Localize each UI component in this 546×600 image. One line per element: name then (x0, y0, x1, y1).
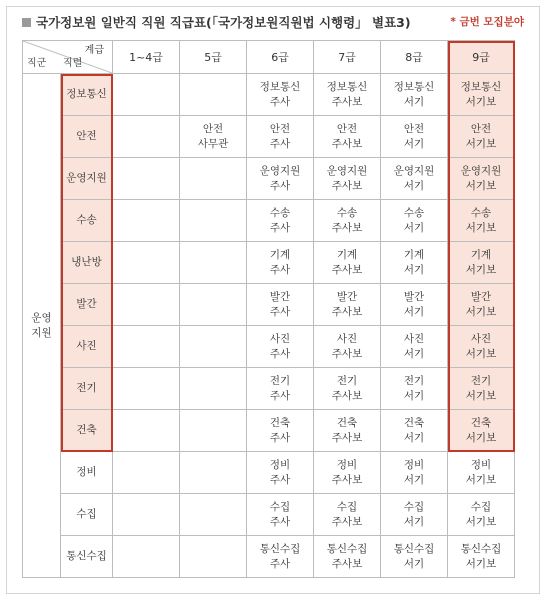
rank-cell (113, 242, 180, 284)
cell-field-text: 건축 (336, 416, 358, 429)
rank-cell (180, 200, 247, 242)
rank-cell (247, 242, 314, 284)
cell-field-text: 수집 (403, 500, 425, 513)
rank-cell (448, 200, 515, 242)
rank-cell (113, 200, 180, 242)
rank-cell (180, 410, 247, 452)
rank-cell (113, 410, 180, 452)
rank-cell (180, 452, 247, 494)
rank-cell (180, 242, 247, 284)
rank-cell (247, 74, 314, 116)
cell-field-text: 안전 (269, 122, 291, 135)
rank-cell (314, 410, 381, 452)
cell-title-text: 서기보 (465, 263, 497, 276)
series-group-text: 지원 (31, 326, 52, 339)
grade-header-3: 6급 (247, 41, 314, 74)
cell-title-text: 주사보 (331, 515, 363, 528)
cell-title-text: 주사 (269, 515, 291, 528)
cell-field-text: 정보통신 (259, 80, 301, 93)
cell-title-text: 서기보 (465, 95, 497, 108)
rank-cell (247, 116, 314, 158)
grade-header-5: 8급 (381, 41, 448, 74)
cell-field-text: 발간 (403, 290, 425, 303)
rank-cell (314, 284, 381, 326)
table-row (23, 452, 515, 494)
rank-cell (113, 74, 180, 116)
grade-header-label: 계급 (84, 45, 104, 56)
rank-cell (180, 368, 247, 410)
cell-field-text: 운영지원 (259, 164, 301, 177)
cell-title-text: 주사보 (331, 305, 363, 318)
cell-title-text: 서기 (403, 557, 425, 570)
rank-cell (381, 368, 448, 410)
cell-field-text: 기계 (269, 248, 291, 261)
cell-title-text: 주사보 (331, 557, 363, 570)
rank-cell (314, 158, 381, 200)
cell-title-text: 서기 (403, 179, 425, 192)
cell-field-text: 정비 (269, 458, 291, 471)
cell-field-text: 건축 (269, 416, 291, 429)
cell-title-text: 서기 (403, 263, 425, 276)
cell-title-text: 서기 (403, 221, 425, 234)
rank-cell (448, 116, 515, 158)
rank-table (22, 40, 515, 578)
cell-field-text: 건축 (403, 416, 425, 429)
cell-title-text: 주사 (269, 389, 291, 402)
rank-cell (448, 452, 515, 494)
cell-field-text: 수송 (336, 206, 358, 219)
rank-cell (113, 116, 180, 158)
rank-cell (113, 158, 180, 200)
rank-label: 안전 (61, 116, 113, 158)
cell-field-text: 발간 (336, 290, 358, 303)
rank-cell (448, 242, 515, 284)
rank-cell (448, 536, 515, 578)
cell-title-text: 주사 (269, 473, 291, 486)
cell-field-text: 건축 (470, 416, 492, 429)
cell-title-text: 서기 (403, 95, 425, 108)
rank-cell (381, 116, 448, 158)
cell-field-text: 수집 (269, 500, 291, 513)
rank-cell (381, 536, 448, 578)
rank-cell (113, 284, 180, 326)
cell-field-text: 전기 (336, 374, 358, 387)
rank-cell (314, 494, 381, 536)
rank-cell (247, 368, 314, 410)
cell-title-text: 서기보 (465, 179, 497, 192)
rank-cell (381, 74, 448, 116)
rank-cell (314, 242, 381, 284)
rank-cell (247, 494, 314, 536)
rank-cell (180, 116, 247, 158)
cell-field-text: 수송 (403, 206, 425, 219)
rank-cell (180, 74, 247, 116)
rank-label: 전기 (61, 368, 113, 410)
page-title: 국가정보원 일반직 직원 직급표(「국가정보원직원법 시행령」 별표3) (36, 15, 411, 30)
cell-title-text: 서기보 (465, 431, 497, 444)
cell-title-text: 서기 (403, 347, 425, 360)
cell-field-text: 정비 (403, 458, 425, 471)
rank-cell (247, 200, 314, 242)
rank-cell (113, 536, 180, 578)
rank-label: 수집 (61, 494, 113, 536)
cell-title-text: 주사 (269, 347, 291, 360)
cell-title-text: 주사 (269, 221, 291, 234)
cell-field-text: 안전 (202, 122, 224, 135)
cell-field-text: 통신수집 (259, 542, 301, 555)
cell-title-text: 서기보 (465, 305, 497, 318)
cell-title-text: 서기 (403, 431, 425, 444)
rank-cell (448, 494, 515, 536)
rank-cell (314, 74, 381, 116)
cell-title-text: 서기 (403, 515, 425, 528)
cell-field-text: 사진 (269, 332, 291, 345)
rank-cell (113, 452, 180, 494)
rank-cell (448, 74, 515, 116)
grade-header-2: 5급 (180, 41, 247, 74)
cell-title-text: 주사보 (331, 95, 363, 108)
cell-title-text: 서기 (403, 389, 425, 402)
header-row (23, 41, 515, 74)
cell-field-text: 기계 (470, 248, 492, 261)
rank-cell (448, 410, 515, 452)
rank-cell (113, 368, 180, 410)
rank-cell (314, 116, 381, 158)
rank-cell (180, 158, 247, 200)
rank-cell (314, 200, 381, 242)
cell-field-text: 통신수집 (460, 542, 502, 555)
rank-label: 운영지원 (61, 158, 113, 200)
cell-title-text: 주사 (269, 557, 291, 570)
table-row (23, 368, 515, 410)
recruitment-note: * 금번 모집분야 (450, 16, 524, 28)
rank-cell (381, 284, 448, 326)
cell-field-text: 안전 (470, 122, 492, 135)
rank-cell (381, 326, 448, 368)
rank-cell (448, 326, 515, 368)
cell-title-text: 주사 (269, 137, 291, 150)
cell-field-text: 정보통신 (460, 80, 502, 93)
cell-title-text: 서기보 (465, 473, 497, 486)
cell-field-text: 안전 (403, 122, 425, 135)
rank-cell (314, 368, 381, 410)
table-row (23, 242, 515, 284)
rank-cell (381, 242, 448, 284)
cell-title-text: 주사 (269, 95, 291, 108)
cell-title-text: 서기보 (465, 347, 497, 360)
series-group-text: 운영 (31, 311, 52, 324)
rank-cell (113, 494, 180, 536)
cell-field-text: 기계 (403, 248, 425, 261)
grade-header-1: 1~4급 (113, 41, 180, 74)
cell-title-text: 주사 (269, 305, 291, 318)
cell-field-text: 운영지원 (326, 164, 368, 177)
cell-field-text: 전기 (403, 374, 425, 387)
cell-field-text: 기계 (336, 248, 358, 261)
cell-field-text: 안전 (336, 122, 358, 135)
cell-field-text: 수집 (336, 500, 358, 513)
cell-title-text: 주사보 (331, 137, 363, 150)
table-row (23, 284, 515, 326)
cell-field-text: 수송 (470, 206, 492, 219)
table-row (23, 74, 515, 116)
table-row (23, 200, 515, 242)
cell-title-text: 주사보 (331, 263, 363, 276)
title-row (0, 0, 546, 38)
cell-title-text: 서기 (403, 305, 425, 318)
cell-title-text: 주사보 (331, 389, 363, 402)
cell-title-text: 주사 (269, 263, 291, 276)
rank-cell (381, 452, 448, 494)
cell-title-text: 서기 (403, 473, 425, 486)
rank-cell (247, 410, 314, 452)
cell-field-text: 정보통신 (393, 80, 435, 93)
rank-cell (247, 284, 314, 326)
cell-field-text: 발간 (470, 290, 492, 303)
rank-cell (448, 284, 515, 326)
cell-title-text: 서기보 (465, 221, 497, 234)
series-group-cell (23, 74, 61, 578)
cell-title-text: 서기보 (465, 557, 497, 570)
cell-field-text: 사진 (470, 332, 492, 345)
cell-title-text: 주사보 (331, 473, 363, 486)
rank-label: 사진 (61, 326, 113, 368)
cell-field-text: 정보통신 (326, 80, 368, 93)
cell-field-text: 운영지원 (460, 164, 502, 177)
diagonal-header-cell (23, 41, 113, 74)
cell-title-text: 주사보 (331, 179, 363, 192)
cell-title-text: 서기 (403, 137, 425, 150)
table-row (23, 536, 515, 578)
table-row (23, 158, 515, 200)
rank-cell (180, 536, 247, 578)
cell-field-text: 정비 (470, 458, 492, 471)
cell-field-text: 통신수집 (326, 542, 368, 555)
rank-cell (113, 326, 180, 368)
rank-header-label: 직렬 (63, 58, 83, 69)
cell-field-text: 통신수집 (393, 542, 435, 555)
rank-cell (314, 326, 381, 368)
rank-label: 수송 (61, 200, 113, 242)
rank-cell (314, 536, 381, 578)
cell-field-text: 수송 (269, 206, 291, 219)
table-row (23, 494, 515, 536)
cell-field-text: 전기 (269, 374, 291, 387)
rank-cell (381, 494, 448, 536)
rank-cell (381, 200, 448, 242)
bullet-square-icon (22, 18, 31, 27)
cell-title-text: 주사 (269, 179, 291, 192)
rank-label: 냉난방 (61, 242, 113, 284)
rank-cell (381, 158, 448, 200)
table-row (23, 410, 515, 452)
cell-field-text: 수집 (470, 500, 492, 513)
cell-title-text: 서기보 (465, 137, 497, 150)
cell-title-text: 사무관 (197, 137, 229, 150)
rank-label: 통신수집 (61, 536, 113, 578)
rank-label: 건축 (61, 410, 113, 452)
rank-label: 정비 (61, 452, 113, 494)
rank-cell (448, 158, 515, 200)
rank-cell (247, 452, 314, 494)
cell-title-text: 주사 (269, 431, 291, 444)
rank-cell (180, 494, 247, 536)
rank-cell (314, 452, 381, 494)
rank-cell (247, 326, 314, 368)
rank-cell (180, 326, 247, 368)
cell-title-text: 서기보 (465, 389, 497, 402)
cell-field-text: 사진 (403, 332, 425, 345)
table-row (23, 116, 515, 158)
cell-field-text: 전기 (470, 374, 492, 387)
rank-cell (381, 410, 448, 452)
cell-title-text: 주사보 (331, 431, 363, 444)
cell-field-text: 발간 (269, 290, 291, 303)
grade-header-6: 9급 (448, 41, 515, 74)
cell-title-text: 주사보 (331, 221, 363, 234)
cell-field-text: 사진 (336, 332, 358, 345)
rank-cell (448, 368, 515, 410)
cell-field-text: 운영지원 (393, 164, 435, 177)
rank-cell (180, 284, 247, 326)
rank-label: 발간 (61, 284, 113, 326)
rank-cell (247, 158, 314, 200)
rank-cell (247, 536, 314, 578)
cell-field-text: 정비 (336, 458, 358, 471)
series-header-label: 직군 (27, 58, 47, 69)
table-row (23, 326, 515, 368)
rank-label: 정보통신 (61, 74, 113, 116)
cell-title-text: 서기보 (465, 515, 497, 528)
cell-title-text: 주사보 (331, 347, 363, 360)
grade-header-4: 7급 (314, 41, 381, 74)
